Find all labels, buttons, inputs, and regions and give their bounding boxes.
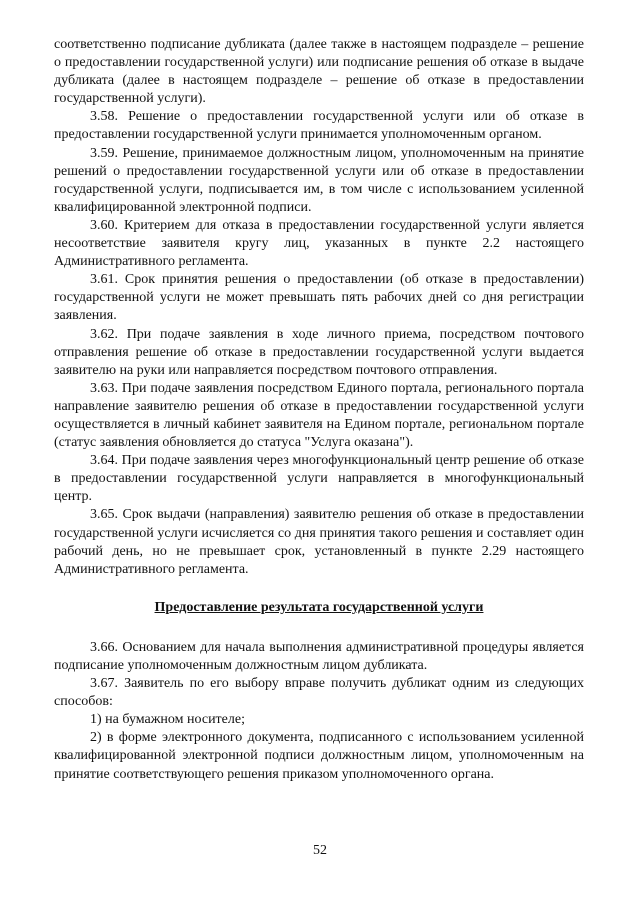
paragraph-3-59: 3.59. Решение, принимаемое должностным лицом, уполномоченным на принятие решений о предоставлении государственной услуги или об отказе в предоставлении государственной услуги, подписывается им, в том числе с использованием усиленной квалифицированной электронной подписи.: [54, 145, 584, 215]
section-heading: Предоставление результата государственной услуги: [154, 599, 484, 615]
paragraph-3-60: 3.60. Критерием для отказа в предоставлении государственной услуги является несоответствие заявителя кругу лиц, указанных в пункте 2.2 настоящего Административного регламента.: [54, 217, 584, 270]
paragraph-3-62: 3.62. При подаче заявления в ходе личного приема, посредством почтового отправления решение об отказе в предоставлении государственной услуги выдается заявителю на руки или направляется посредством почтового отправления.: [54, 326, 584, 378]
paragraph-3-61: 3.61. Срок принятия решения о предоставлении (об отказе в предоставлении) государственной услуги не может превышать пять рабочих дней со дня регистрации заявления.: [54, 272, 584, 324]
page-number: 52: [313, 843, 327, 858]
list-item-electronic: 2) в форме электронного документа, подписанного с использованием усиленной квалифицированной электронной подписи должностным лицом, уполномоченным на принятие соответствующего решения приказом уполномоченного органа.: [54, 730, 584, 782]
paragraph-3-66: 3.66. Основанием для начала выполнения административной процедуры является подписание уполномоченным должностным лицом дубликата.: [54, 639, 584, 673]
paragraph-3-58: 3.58. Решение о предоставлении государственной услуги или об отказе в предоставлении государственной услуги принимается уполномоченным органом.: [54, 109, 584, 143]
paragraph-3-63: 3.63. При подаче заявления посредством Единого портала, регионального портала направление заявителю решения об отказе в предоставлении государственной услуги осуществляется в личный кабинет заявителя на Едином портале, региональном портале (статус заявления обновляется до статуса "Услуга оказана").: [54, 380, 584, 451]
paragraph-3-64: 3.64. При подаче заявления через многофункциональный центр решение об отказе в предоставлении государственной услуги направляется в многофункциональный центр.: [54, 453, 584, 505]
paragraph-continuation: соответственно подписание дубликата (далее также в настоящем подразделе – решение о предоставлении государственной услуги) или подписание решения об отказе в выдаче дубликата (далее в настоящем подразделе – решение об отказе в предоставлении государственной услуги).: [54, 37, 584, 107]
document-page: [54, 36, 584, 784]
list-item-paper: 1) на бумажном носителе;: [90, 712, 245, 728]
paragraph-3-65: 3.65. Срок выдачи (направления) заявителю решения об отказе в предоставлении государственной услуги исчисляется со дня принятия такого решения и составляет один рабочий день, но не превышает срок, установленный в пункте 2.29 настоящего Административного регламента.: [54, 507, 584, 577]
paragraph-3-67: 3.67. Заявитель по его выбору вправе получить дубликат одним из следующих способов:: [54, 676, 584, 710]
